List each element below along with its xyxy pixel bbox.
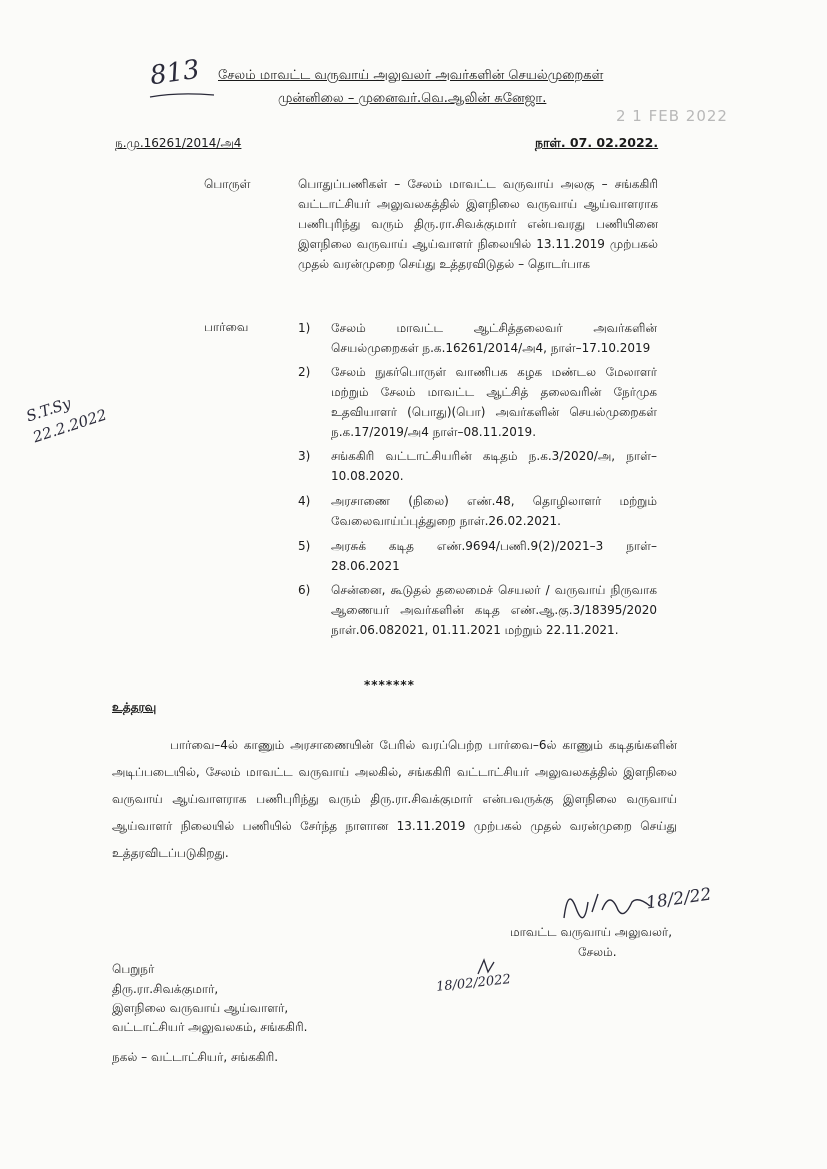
subject-label: பொருள்: [204, 177, 251, 191]
presiding-officer: முன்னிலை – முனைவர்.வெ.ஆலின் சுனேஜா.: [278, 91, 547, 106]
margin-number-underline: [148, 90, 218, 100]
reference-number: 4): [298, 494, 311, 508]
subject-text: பொதுப்பணிகள் – சேலம் மாவட்ட வருவாய் அலகு – சங்ககிரி வட்டாட்சியர் அலுவலகத்தில் இளநிலை வருவாய் ஆய்வாளராக பணிபுரிந்து வரும் திரு.ரா.சிவக்குமார் என்பவரது பணியினை இளநிலை வருவாய் ஆய்வாளர் நிலையில் 13.11.2019 முற்பகல் முதல் வரன்முறை செய்து உத்தரவிடுதல் – தொடர்பாக: [298, 177, 658, 271]
recipient-line: திரு.ரா.சிவக்குமார்,: [112, 982, 219, 996]
reference-number: 1): [298, 321, 311, 335]
signature-scribble: [558, 880, 654, 928]
reference-number: 5): [298, 539, 311, 553]
separator: *******: [364, 678, 415, 692]
signatory-designation: மாவட்ட வருவாய் அலுவலர்,: [510, 925, 673, 939]
margin-initials: S.T.Sy 22.2.2022: [23, 394, 109, 447]
copy-to: நகல் – வட்டாட்சியர், சங்ககிரி.: [112, 1050, 279, 1064]
reference-text: சேலம் மாவட்ட ஆட்சித்தலைவர் அவர்களின் செயல்முறைகள் ந.க.16261/2014/அ4, நாள்–17.10.2019: [331, 321, 657, 355]
initial-date: 18/02/2022: [435, 972, 512, 995]
signatory-place: சேலம்.: [578, 945, 617, 959]
reference-number: 2): [298, 365, 311, 379]
reference-text: சங்ககிரி வட்டாட்சியரின் கடிதம் ந.க.3/2020/அ, நாள்–10.08.2020.: [331, 449, 657, 483]
received-stamp: 2 1 FEB 2022: [616, 107, 728, 125]
file-number: ந.மு.16261/2014/அ4: [115, 136, 242, 150]
signature: 18/2/22: [644, 884, 713, 914]
references-label: பார்வை: [204, 320, 249, 334]
recipient-line: வட்டாட்சியர் அலுவலகம், சங்ககிரி.: [112, 1020, 308, 1034]
reference-text: சேலம் நுகர்பொருள் வாணிபக கழக மண்டல மேலாளர் மற்றும் சேலம் மாவட்ட ஆட்சித் தலைவரின் நேர்முக உதவியாளர் (பொது)(பொ) அவர்களின் செயல்முறைகள் ந.க.17/2019/அ4 நாள்–08.11.2019.: [331, 365, 657, 439]
reference-text: அரசுக் கடித எண்.9694/பணி.9(2)/2021–3 நாள்–28.06.2021: [331, 539, 657, 573]
recipient-label: பெறுநர்: [112, 962, 155, 976]
document-date: நாள். 07. 02.2022.: [535, 135, 659, 150]
initial-mark: [474, 956, 500, 978]
order-title: சேலம் மாவட்ட வருவாய் அலுவலர் அவர்களின் செயல்முறைகள்: [218, 68, 604, 83]
reference-text: அரசாணை (நிலை) எண்.48, தொழிலாளர் மற்றும் வேலைவாய்ப்புத்துறை நாள்.26.02.2021.: [331, 494, 657, 528]
order-heading: உத்தரவு: [112, 700, 157, 714]
order-text: பார்வை–4ல் காணும் அரசாணையின் பேரில் வரப்பெற்ற பார்வை–6ல் காணும் கடிதங்களின் அடிப்படையில், சேலம் மாவட்ட வருவாய் அலகில், சங்ககிரி வட்டாட்சியர் அலுவலகத்தில் இளநிலை வருவாய் ஆய்வாளராக பணிபுரிந்து வரும் திரு.ரா.சிவக்குமார் என்பவருக்கு இளநிலை வருவாய் ஆய்வாளர் நிலையில் பணியில் சேர்ந்த நாளான 13.11.2019 முற்பகல் முதல் வரன்முறை செய்து உத்தரவிடப்படுகிறது.: [112, 738, 677, 860]
reference-text: சென்னை, கூடுதல் தலைமைச் செயலர் / வருவாய் நிருவாக ஆணையர் அவர்களின் கடித எண்.ஆ.கு.3/18395/2020 நாள்.06.082021, 01.11.2021 மற்றும் 22.11.2021.: [331, 583, 657, 637]
recipient-line: இளநிலை வருவாய் ஆய்வாளர்,: [112, 1001, 289, 1015]
reference-number: 6): [298, 583, 311, 597]
reference-number: 3): [298, 449, 311, 463]
margin-number: 813: [148, 54, 202, 92]
